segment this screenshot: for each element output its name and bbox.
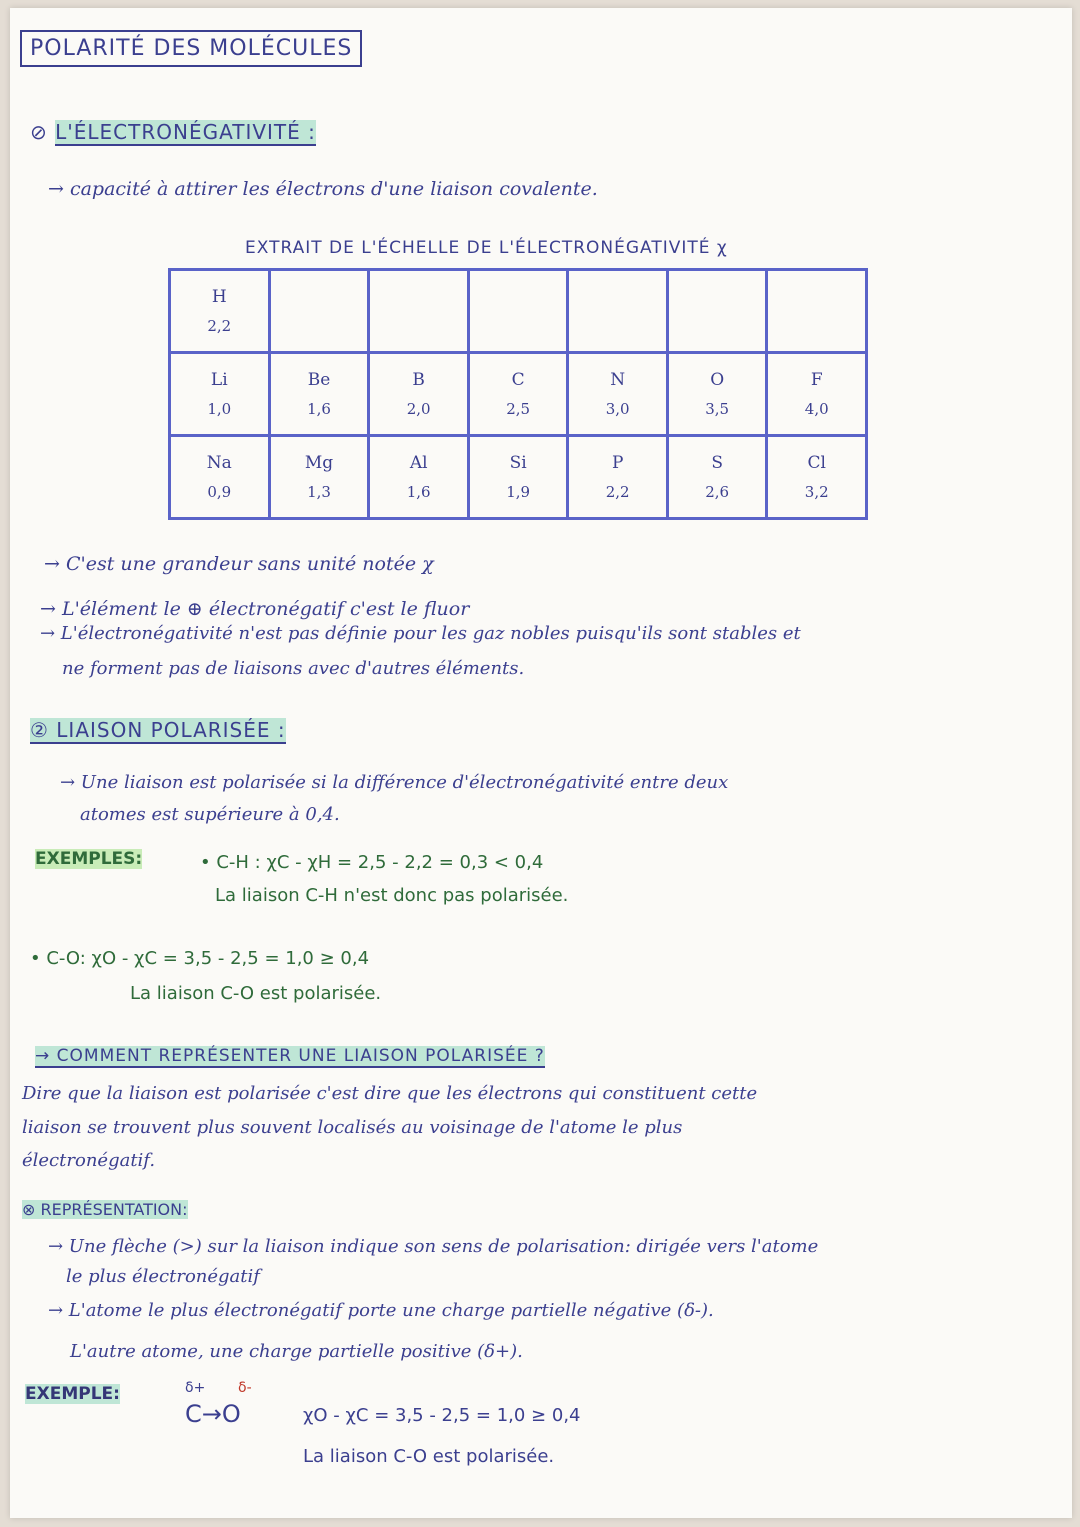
note-3: → L'électronégativité n'est pas définie pour les gaz nobles puisqu'ils sont stables et bbox=[40, 623, 801, 644]
table-row bbox=[170, 353, 867, 436]
section1-heading-text: L'ÉLECTRONÉGATIVITÉ : bbox=[55, 120, 316, 144]
element-value: 4,0 bbox=[804, 400, 829, 418]
element-value: 1,0 bbox=[207, 400, 232, 418]
table-cell bbox=[468, 436, 568, 519]
example1-conclusion: La liaison C-H n'est donc pas polarisée. bbox=[215, 885, 569, 906]
example-formula: χO - χC = 3,5 - 2,5 = 1,0 ≥ 0,4 bbox=[303, 1405, 581, 1426]
table-cell bbox=[767, 436, 867, 519]
element-symbol: H bbox=[211, 287, 227, 307]
section3-text-2: liaison se trouvent plus souvent localisés au voisinage de l'atome le plus bbox=[22, 1117, 683, 1138]
element-value: 1,9 bbox=[506, 483, 531, 501]
table-cell bbox=[369, 436, 469, 519]
table-caption: EXTRAIT DE L'ÉCHELLE DE L'ÉLECTRONÉGATIVITÉ χ bbox=[245, 238, 728, 258]
table-cell bbox=[269, 270, 369, 353]
element-value: 1,6 bbox=[307, 400, 331, 418]
element-value: 3,0 bbox=[605, 400, 630, 418]
element-value: 2,6 bbox=[705, 483, 730, 501]
example-conclusion: La liaison C-O est polarisée. bbox=[303, 1446, 555, 1467]
table-cell bbox=[667, 353, 767, 436]
table-cell bbox=[269, 353, 369, 436]
table-cell bbox=[170, 270, 270, 353]
element-symbol: F bbox=[810, 370, 823, 390]
table-cell bbox=[468, 270, 568, 353]
representation-heading-text: ⊗ REPRÉSENTATION: bbox=[22, 1200, 188, 1219]
repr-line-2: le plus électronégatif bbox=[66, 1266, 260, 1287]
repr-line-4: L'autre atome, une charge partielle positive (δ+). bbox=[70, 1341, 523, 1362]
element-value: 2,2 bbox=[207, 317, 232, 335]
element-symbol: O bbox=[710, 370, 725, 390]
table-cell bbox=[568, 436, 668, 519]
section2-heading bbox=[30, 718, 286, 742]
section3-text-3: électronégatif. bbox=[22, 1150, 156, 1171]
element-symbol: P bbox=[611, 453, 624, 473]
repr-line-1: → Une flèche (>) sur la liaison indique son sens de polarisation: dirigée vers l'atome bbox=[48, 1236, 819, 1257]
table-cell bbox=[667, 436, 767, 519]
section2-heading-text: ② LIAISON POLARISÉE : bbox=[30, 718, 286, 742]
table-cell bbox=[568, 353, 668, 436]
table-cell bbox=[170, 353, 270, 436]
table-cell bbox=[667, 270, 767, 353]
element-value: 1,6 bbox=[406, 483, 431, 501]
element-symbol: S bbox=[711, 453, 723, 473]
note-2: → L'élément le ⊕ électronégatif c'est le fluor bbox=[40, 598, 470, 620]
table-cell bbox=[269, 436, 369, 519]
section1-definition: → capacité à attirer les électrons d'une liaison covalente. bbox=[48, 178, 598, 200]
element-value: 0,9 bbox=[207, 483, 232, 501]
representation-heading bbox=[22, 1200, 188, 1219]
table-cell bbox=[369, 270, 469, 353]
repr-line-3: → L'atome le plus électronégatif porte une charge partielle négative (δ-). bbox=[48, 1300, 714, 1321]
table-cell bbox=[468, 353, 568, 436]
table-row bbox=[170, 436, 867, 519]
element-symbol: N bbox=[610, 370, 626, 390]
element-value: 3,2 bbox=[804, 483, 829, 501]
element-symbol: Na bbox=[206, 453, 232, 473]
element-symbol: Mg bbox=[304, 453, 334, 473]
element-value: 3,5 bbox=[705, 400, 730, 418]
element-symbol: Be bbox=[307, 370, 331, 390]
element-symbol: Li bbox=[210, 370, 228, 390]
rule-line-2: atomes est supérieure à 0,4. bbox=[80, 804, 340, 825]
page-title: POLARITÉ DES MOLÉCULES bbox=[20, 30, 362, 67]
element-symbol: Al bbox=[409, 453, 428, 473]
element-symbol: Cl bbox=[807, 453, 826, 473]
table-cell bbox=[568, 270, 668, 353]
delta-minus: δ- bbox=[238, 1380, 252, 1396]
table-cell bbox=[170, 436, 270, 519]
table-cell bbox=[369, 353, 469, 436]
table-cell bbox=[767, 270, 867, 353]
section1-heading bbox=[30, 120, 316, 144]
section3-heading-text: → COMMENT REPRÉSENTER UNE LIAISON POLARISÉE ? bbox=[35, 1046, 545, 1066]
element-symbol: B bbox=[412, 370, 425, 390]
polarized-bond: C→O bbox=[185, 1400, 241, 1428]
example1-formula: • C-H : χC - χH = 2,5 - 2,2 = 0,3 < 0,4 bbox=[200, 852, 544, 873]
example2-conclusion: La liaison C-O est polarisée. bbox=[130, 983, 382, 1004]
element-symbol: C bbox=[511, 370, 525, 390]
element-value: 1,3 bbox=[307, 483, 331, 501]
element-value: 2,2 bbox=[605, 483, 630, 501]
note-4: ne forment pas de liaisons avec d'autres éléments. bbox=[62, 658, 525, 679]
notebook-page bbox=[10, 8, 1072, 1518]
delta-plus: δ+ bbox=[185, 1380, 206, 1396]
table-row bbox=[170, 270, 867, 353]
example2-formula: • C-O: χO - χC = 3,5 - 2,5 = 1,0 ≥ 0,4 bbox=[30, 948, 370, 969]
note-1: → C'est une grandeur sans unité notée χ bbox=[44, 553, 434, 575]
examples-label: EXEMPLES: bbox=[35, 849, 143, 869]
table-cell bbox=[767, 353, 867, 436]
section3-heading bbox=[35, 1046, 545, 1066]
element-value: 2,0 bbox=[406, 400, 431, 418]
element-symbol: Si bbox=[509, 453, 527, 473]
element-value: 2,5 bbox=[506, 400, 531, 418]
electronegativity-table bbox=[168, 268, 868, 520]
section1-number-icon: ⊘ bbox=[30, 120, 56, 144]
rule-line-1: → Une liaison est polarisée si la différence d'électronégativité entre deux bbox=[60, 772, 729, 793]
section3-text-1: Dire que la liaison est polarisée c'est dire que les électrons qui constituent cette bbox=[22, 1083, 758, 1104]
example-label: EXEMPLE: bbox=[25, 1384, 120, 1404]
